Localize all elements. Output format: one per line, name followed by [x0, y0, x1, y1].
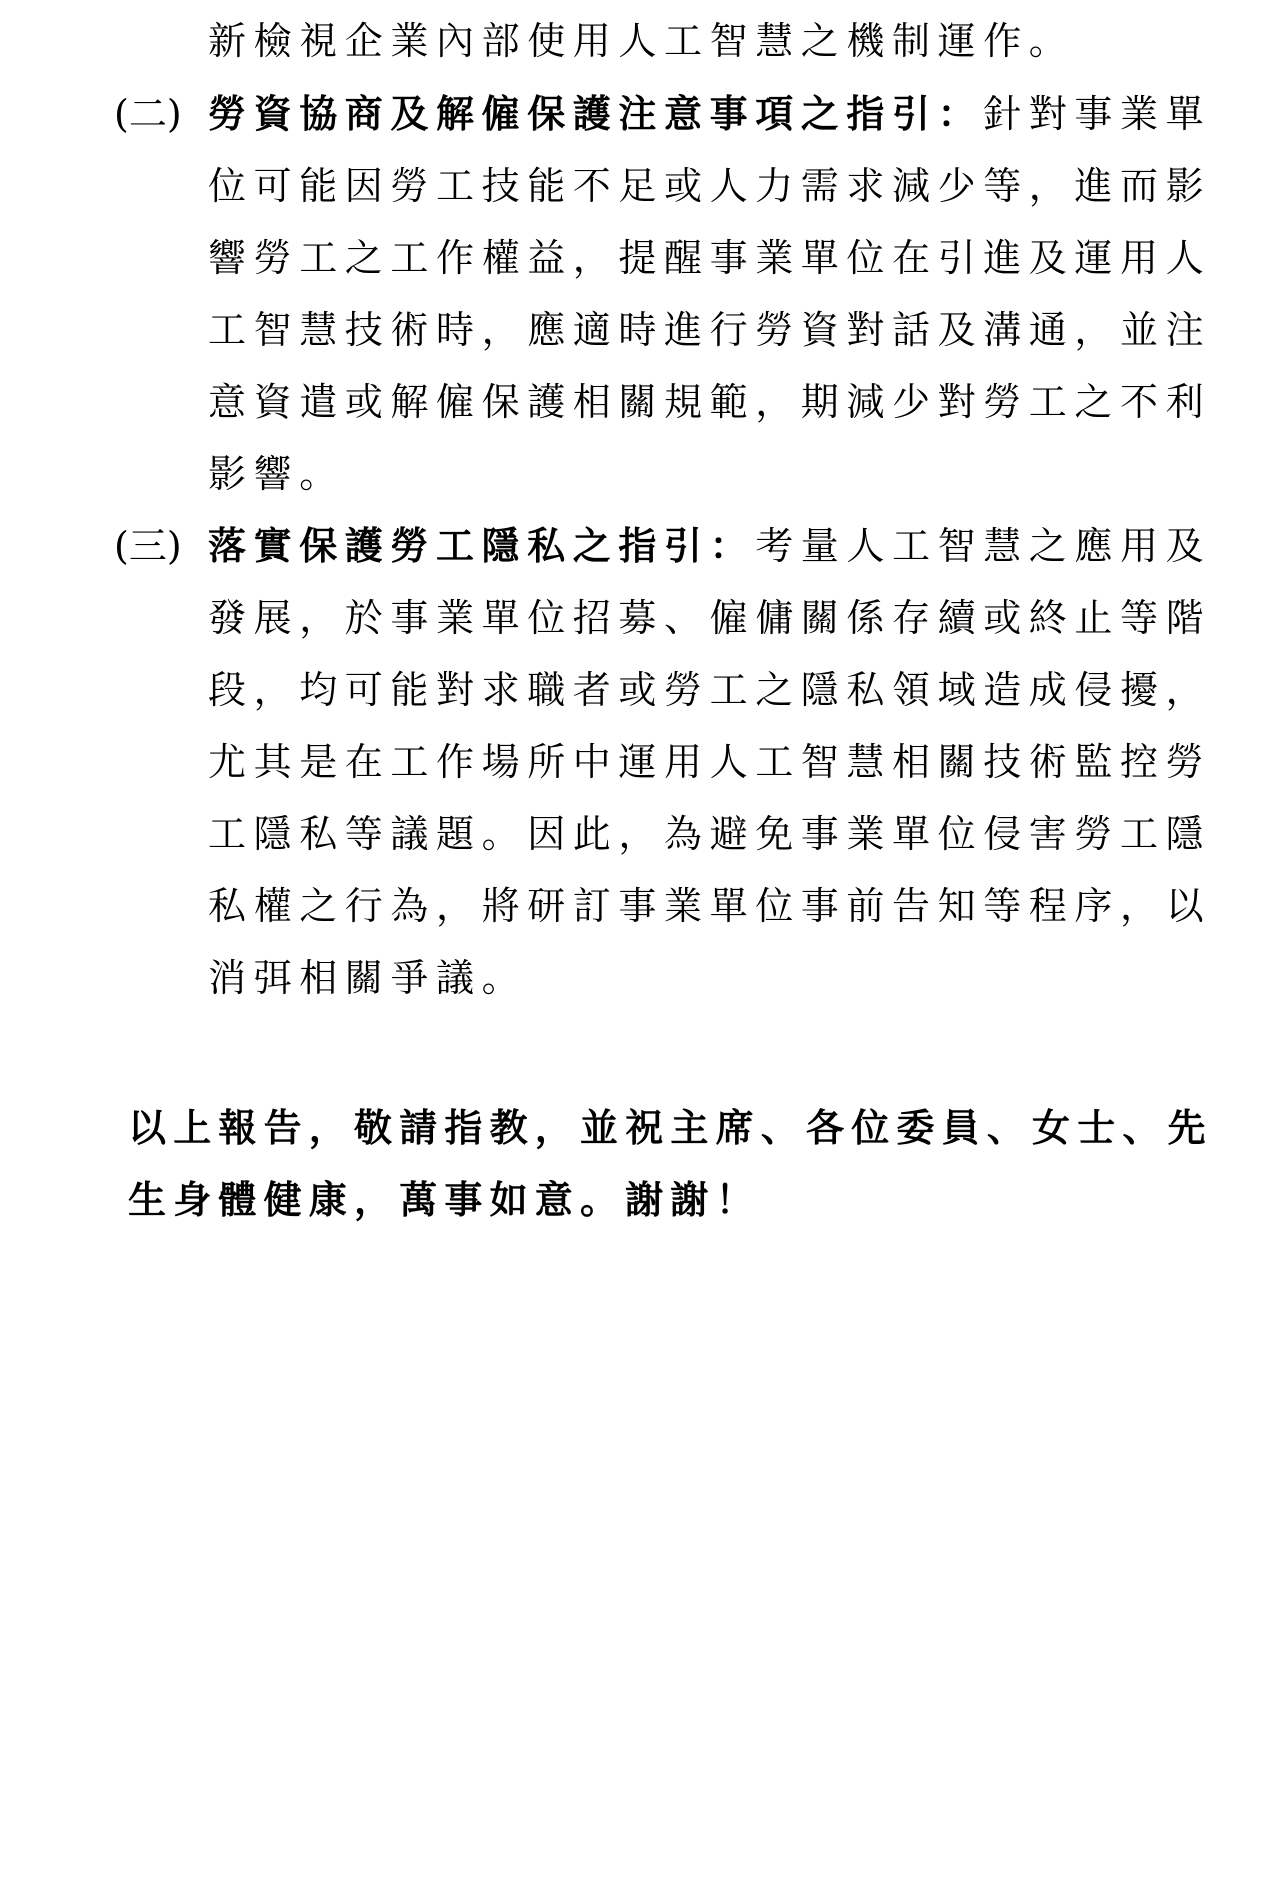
- item2-first-rest: 針對事業單: [983, 92, 1212, 136]
- item3-first-rest: 考量人工智慧之應用及: [755, 524, 1212, 568]
- item3-heading: 落實保護勞工隱私之指引：: [208, 523, 756, 568]
- intro-tail-line: 新檢視企業內部使用人工智慧之機制運作。: [208, 19, 1075, 63]
- item2-line: 工智慧技術時，應適時進行勞資對話及溝通，並注: [208, 308, 1212, 352]
- item2-line: 影響。: [208, 452, 345, 496]
- closing-line: 生身體健康，萬事如意。謝謝！: [128, 1177, 761, 1222]
- item3-line: 發展，於事業單位招募、僱傭關係存續或終止等階: [208, 596, 1212, 640]
- item3-marker: (三): [114, 524, 182, 568]
- item3-first-line: [208, 521, 1211, 571]
- item3-line: 工隱私等議題。因此，為避免事業單位侵害勞工隱: [208, 812, 1212, 856]
- item2-line: 位可能因勞工技能不足或人力需求減少等，進而影: [208, 164, 1212, 208]
- closing-line: 以上報告，敬請指教，並祝主席、各位委員、女士、先: [128, 1105, 1213, 1150]
- item3-line: 消弭相關爭議。: [208, 956, 528, 1000]
- item3-line: 段，均可能對求職者或勞工之隱私領域造成侵擾，: [208, 668, 1212, 712]
- item2-line: 意資遣或解僱保護相關規範，期減少對勞工之不利: [208, 380, 1212, 424]
- item2-marker: (二): [114, 92, 182, 136]
- item3-line: 尤其是在工作場所中運用人工智慧相關技術監控勞: [208, 740, 1212, 784]
- item2-first-line: [208, 89, 1211, 139]
- item2-heading: 勞資協商及解僱保護注意事項之指引：: [208, 91, 984, 136]
- item3-line: 私權之行為，將研訂事業單位事前告知等程序，以: [208, 884, 1212, 928]
- item2-line: 響勞工之工作權益，提醒事業單位在引進及運用人: [208, 236, 1212, 280]
